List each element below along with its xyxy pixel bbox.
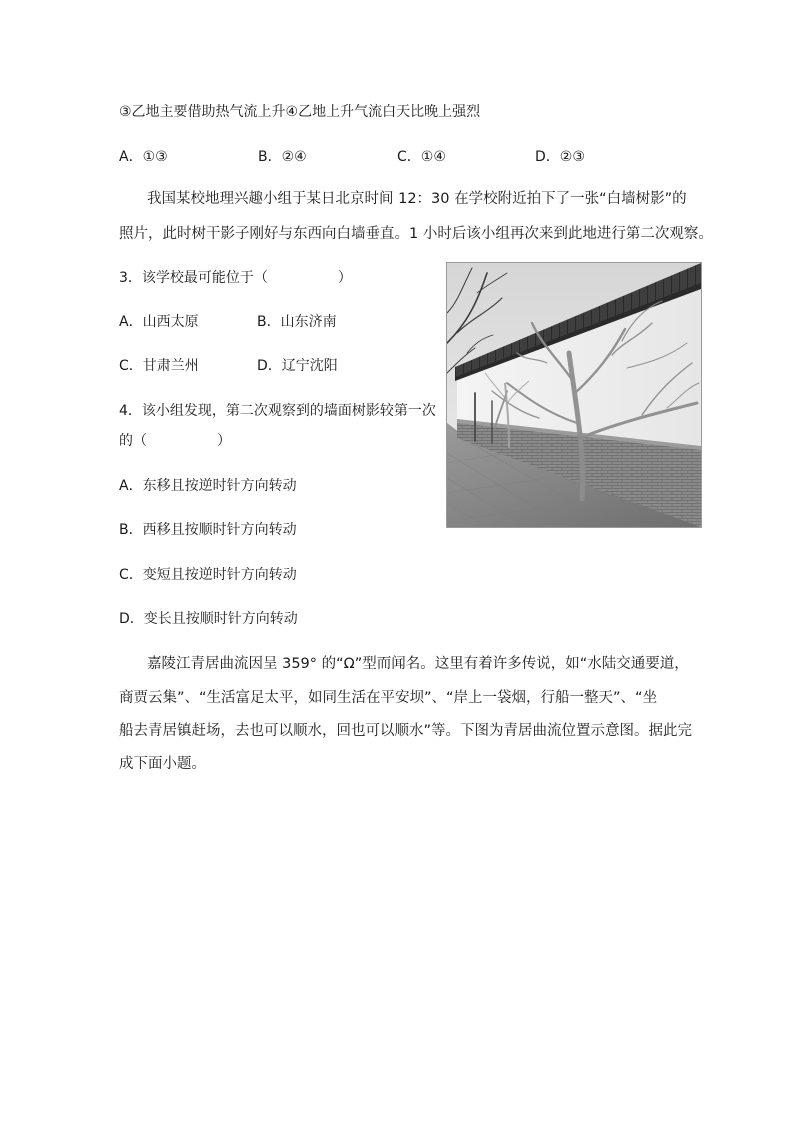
- white-wall-tree-shadow-photo: [446, 262, 702, 528]
- passage-line-2: 商贾云集”、“生活富足太平，如同生活在平安坝”、“岸上一袋烟，行船一整天”、“坐: [119, 690, 658, 706]
- q4-option-c: C．变短且按逆时针方向转动: [119, 567, 297, 583]
- q4-option-b: B．西移且按顺时针方向转动: [119, 522, 297, 538]
- prev-options: [119, 147, 599, 167]
- prev-option-d: D．②③: [535, 149, 585, 165]
- passage-line-1: 嘉陵江青居曲流因呈 359° 的“Ω”型而闻名。这里有着许多传说，如“水陆交通要道，: [147, 656, 689, 672]
- q3-stem: 3．该学校最可能位于（ ）: [119, 270, 352, 286]
- prev-statement: ③乙地主要借助热气流上升④乙地上升气流白天比晚上强烈: [119, 104, 481, 120]
- q3-option-d: D．辽宁沈阳: [257, 358, 338, 374]
- prev-option-b: B．②④: [258, 149, 307, 165]
- q3-option-b: B．山东济南: [257, 314, 337, 330]
- photo-illustration: [447, 263, 701, 527]
- q4-stem-line-1: 4．该小组发现，第二次观察到的墙面树影较第一次: [119, 403, 436, 419]
- q4-option-d: D．变长且按顺时针方向转动: [119, 611, 298, 627]
- prev-option-a: A．①③: [119, 149, 168, 165]
- q3-option-a: A．山西太原: [119, 314, 199, 330]
- intro-line-1: 我国某校地理兴趣小组于某日北京时间 12：30 在学校附近拍下了一张“白墙树影”的: [147, 191, 687, 207]
- passage-line-4: 成下面小题。: [119, 756, 206, 772]
- q4-option-a: A．东移且按逆时针方向转动: [119, 478, 297, 494]
- intro-line-2: 照片，此时树干影子刚好与东西向白墙垂直。1 小时后该小组再次来到此地进行第二次观察。: [119, 226, 713, 242]
- passage-line-3: 船去青居镇赶场，去也可以顺水，回也可以顺水”等。下图为青居曲流位置示意图。据此完: [119, 723, 693, 739]
- q3-option-c: C．甘肃兰州: [119, 358, 199, 374]
- q4-stem-line-2: 的（ ）: [119, 433, 231, 449]
- prev-option-c: C．①④: [397, 149, 446, 165]
